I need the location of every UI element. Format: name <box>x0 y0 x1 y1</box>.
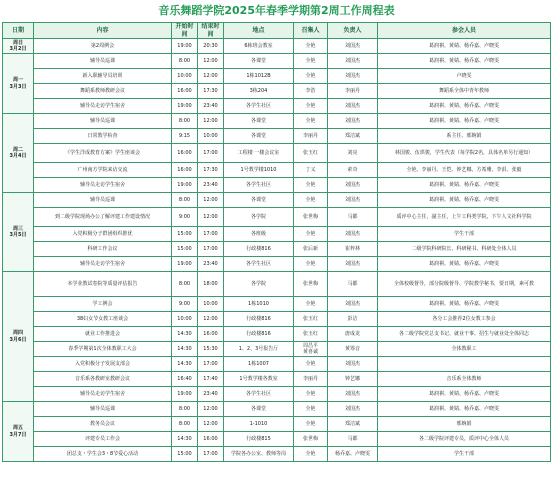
day-date: 周二 3月4日 <box>3 114 34 193</box>
attendees: 舞蹈系全体中青年教师 <box>378 84 551 99</box>
start-time: 16:00 <box>172 84 198 99</box>
person-in-charge: 刘国杰 <box>328 297 378 312</box>
convener: 张世梅 <box>294 208 328 227</box>
attendees: 各二级学院党总支书记、就业干事、招生与就业处全体同志 <box>378 327 551 342</box>
end-time: 17:00 <box>198 357 224 372</box>
table-row <box>3 227 551 242</box>
event-name: 辅导员巡课 <box>34 402 172 417</box>
start-time: 19:00 <box>172 99 198 114</box>
convener: 全艳 <box>294 39 328 54</box>
start-time: 9:15 <box>172 129 198 144</box>
person-in-charge: 刘国杰 <box>328 402 378 417</box>
person-in-charge: 刘国杰 <box>328 257 378 272</box>
attendees: 葛润祺、黄婧、杨乔嘉、卢晓雯 <box>378 39 551 54</box>
convener: 全艳 <box>294 297 328 312</box>
end-time: 12:00 <box>198 114 224 129</box>
end-time: 17:00 <box>198 227 224 242</box>
person-in-charge: 钟艺娜 <box>328 372 378 387</box>
start-time: 16:40 <box>172 372 198 387</box>
convener: 周昌平 黄喜诚 <box>294 342 328 357</box>
convener: 全艳 <box>294 402 328 417</box>
table-row <box>3 129 551 144</box>
attendees: 质评中心主任、副主任，上午工科类学院，下午人文社科学院 <box>378 208 551 227</box>
person-in-charge: 刘国杰 <box>328 227 378 242</box>
attendees: 系主任、邢婉娟 <box>378 129 551 144</box>
person-in-charge: 崔梓林 <box>328 242 378 257</box>
end-time: 10:00 <box>198 129 224 144</box>
location: 各学院 <box>224 272 294 297</box>
attendees: 葛润祺、黄婧、杨乔嘉、卢晓雯 <box>378 297 551 312</box>
convener: 张世梅 <box>294 272 328 297</box>
start-time: 15:00 <box>172 242 198 257</box>
event-name: 辅导员巡课 <box>34 54 172 69</box>
convener: 李丽丹 <box>294 372 328 387</box>
table-row <box>3 417 551 432</box>
attendees: 葛润祺、黄婧、杨乔嘉、卢晓雯 <box>378 387 551 402</box>
event-name: 日常教学检查 <box>34 129 172 144</box>
page-title: 音乐舞蹈学院2025年春季学期第2周工作周程表 <box>158 4 395 17</box>
start-time: 15:00 <box>172 227 198 242</box>
table-row <box>3 372 551 387</box>
end-time: 20:30 <box>198 39 224 54</box>
location: 各课堂 <box>224 402 294 417</box>
end-time: 17:40 <box>198 372 224 387</box>
event-name: 广州南方学院来访交流 <box>34 163 172 178</box>
start-time: 14:30 <box>172 357 198 372</box>
end-time: 17:30 <box>198 163 224 178</box>
end-time: 17:00 <box>198 144 224 163</box>
event-name: 科研工作会议 <box>34 242 172 257</box>
location: 1号教学楼1010 <box>224 163 294 178</box>
event-name: 辅导员走访学生宿舍 <box>34 387 172 402</box>
event-name: 教务员会议 <box>34 417 172 432</box>
start-time: 8:00 <box>172 193 198 208</box>
table-row <box>3 178 551 193</box>
table-row <box>3 387 551 402</box>
person-in-charge: 刘国杰 <box>328 114 378 129</box>
end-time: 16:00 <box>198 432 224 447</box>
person-in-charge: 索奇 <box>328 163 378 178</box>
convener: 全艳 <box>294 257 328 272</box>
location: 6栋班会教室 <box>224 39 294 54</box>
start-time: 19:00 <box>172 178 198 193</box>
end-time: 12:00 <box>198 208 224 227</box>
table-row <box>3 272 551 297</box>
convener: 全艳 <box>294 387 328 402</box>
attendees: 卢晓雯 <box>378 69 551 84</box>
person-in-charge: 杨乔嘉、卢晓雯 <box>328 447 378 462</box>
day-date: 周日 3月2日 <box>3 39 34 54</box>
person-in-charge: 刘国杰 <box>328 193 378 208</box>
attendees: 各二级学院评建专员，质评中心全体人员 <box>378 432 551 447</box>
location: 1栋1007 <box>224 357 294 372</box>
location: 各学生社区 <box>224 99 294 114</box>
event-name: 春季学期第1次全体教职工大会 <box>34 342 172 357</box>
table-row <box>3 84 551 99</box>
table-row <box>3 297 551 312</box>
location: 各课堂 <box>224 193 294 208</box>
convener: 全艳 <box>294 99 328 114</box>
start-time: 14:30 <box>172 327 198 342</box>
location: 行政楼816 <box>224 242 294 257</box>
start-time: 8:00 <box>172 402 198 417</box>
person-in-charge: 刘国杰 <box>328 357 378 372</box>
person-in-charge: 彭洁 <box>328 312 378 327</box>
table-row <box>3 208 551 227</box>
location: 行政楼816 <box>224 327 294 342</box>
attendees: 二级学院科研院长、科研秘书、科研处全体人员 <box>378 242 551 257</box>
header-row <box>3 23 551 39</box>
convener: 全艳 <box>294 227 328 242</box>
table-row <box>3 39 551 54</box>
convener: 张玉红 <box>294 327 328 342</box>
location: 各班级 <box>224 227 294 242</box>
end-time: 12:00 <box>198 193 224 208</box>
person-in-charge: 刘国杰 <box>328 54 378 69</box>
day-date: 周三 3月5日 <box>3 193 34 272</box>
header-person-in-charge: 负责人 <box>328 23 378 39</box>
person-in-charge: 马都 <box>328 432 378 447</box>
event-name: 第2周例会 <box>34 39 172 54</box>
event-name: 辅导员走访学生宿舍 <box>34 257 172 272</box>
person-in-charge: 刘国杰 <box>328 99 378 114</box>
attendees: 全体教职工 <box>378 342 551 357</box>
person-in-charge: 李丽丹 <box>328 84 378 99</box>
attendees: 学生干部 <box>378 447 551 462</box>
attendees: 葛润祺、黄婧、杨乔嘉、卢晓雯 <box>378 402 551 417</box>
location: 1-1010 <box>224 417 294 432</box>
attendees: 学生干部 <box>378 227 551 242</box>
location: 各课堂 <box>224 114 294 129</box>
person-in-charge: 唐成龙 <box>328 327 378 342</box>
end-time: 15:30 <box>198 342 224 357</box>
table-row <box>3 312 551 327</box>
person-in-charge: 郑洁斌 <box>328 129 378 144</box>
event-name: 入党积极分子发展支部会 <box>34 357 172 372</box>
attendees: 葛润祺、黄婧、杨乔嘉、卢晓雯 <box>378 193 551 208</box>
location: 行政楼816 <box>224 312 294 327</box>
person-in-charge: 马都 <box>328 208 378 227</box>
table-row <box>3 432 551 447</box>
event-name: 评建专员工作会 <box>34 432 172 447</box>
convener: 全艳 <box>294 417 328 432</box>
attendees: 葛润祺、黄婧、杨乔嘉、卢晓雯 <box>378 178 551 193</box>
end-time: 23:40 <box>198 99 224 114</box>
start-time: 10:00 <box>172 69 198 84</box>
event-name: 舞蹈系教师教研会议 <box>34 84 172 99</box>
attendees: 各分工会推荐2位女教工参会 <box>378 312 551 327</box>
event-name: 《学生洋成教育方案》学生座谈会 <box>34 144 172 163</box>
start-time: 19:00 <box>172 387 198 402</box>
day-date: 周一 3月3日 <box>3 54 34 114</box>
attendees: 葛润祺、黄婧、杨乔嘉、卢晓雯 <box>378 99 551 114</box>
header-attendees: 参会人员 <box>378 23 551 39</box>
table-row <box>3 193 551 208</box>
event-name: 辅导员巡课 <box>34 193 172 208</box>
start-time: 8:00 <box>172 417 198 432</box>
start-time: 9:00 <box>172 297 198 312</box>
start-time: 14:30 <box>172 342 198 357</box>
event-name: 新入职辅导员培训 <box>34 69 172 84</box>
location: 行政楼815 <box>224 432 294 447</box>
location: 各学生社区 <box>224 178 294 193</box>
attendees: 葛润祺、黄婧、杨乔嘉、卢晓雯 <box>378 54 551 69</box>
location: 1、2、3号报告厅 <box>224 342 294 357</box>
location: 各学生社区 <box>224 387 294 402</box>
event-name: 到二级学院现场办公了解评建工作建设情况 <box>34 208 172 227</box>
table-row <box>3 357 551 372</box>
end-time: 12:00 <box>198 312 224 327</box>
start-time: 19:00 <box>172 39 198 54</box>
location: 工程楼 一楼会议室 <box>224 144 294 163</box>
location: 学院各办公室、教师等岗 <box>224 447 294 462</box>
convener: 张玉红 <box>294 144 328 163</box>
convener: 李浩 <box>294 84 328 99</box>
end-time: 16:00 <box>198 327 224 342</box>
header-end-time: 结束时间 <box>198 23 224 39</box>
person-in-charge: 刘国杰 <box>328 69 378 84</box>
end-time: 12:00 <box>198 54 224 69</box>
location: 1栋1010 <box>224 297 294 312</box>
attendees: 全体校级督导，部分院级督导、学院教学秘书，要日期，素可教 <box>378 272 551 297</box>
convener: 全艳 <box>294 178 328 193</box>
location: 3栋204 <box>224 84 294 99</box>
end-time: 17:30 <box>198 84 224 99</box>
header-date: 日期 <box>3 23 34 39</box>
person-in-charge: 刘亮 <box>328 144 378 163</box>
end-time: 12:00 <box>198 69 224 84</box>
convener: 全艳 <box>294 447 328 462</box>
end-time: 12:00 <box>198 417 224 432</box>
person-in-charge: 刘国杰 <box>328 178 378 193</box>
attendees: 葛润祺、黄婧、杨乔嘉、卢晓雯 <box>378 114 551 129</box>
end-time: 18:00 <box>198 272 224 297</box>
start-time: 10:00 <box>172 312 198 327</box>
convener: 全艳 <box>294 193 328 208</box>
convener: 全艳 <box>294 54 328 69</box>
location: 1号教学楼各教室 <box>224 372 294 387</box>
end-time: 17:00 <box>198 447 224 462</box>
start-time: 19:00 <box>172 257 198 272</box>
convener: 张世梅 <box>294 432 328 447</box>
attendees: 葛润祺、黄婧、杨乔嘉、卢晓雯 <box>378 257 551 272</box>
start-time: 16:00 <box>172 163 198 178</box>
convener: 李丽丹 <box>294 129 328 144</box>
start-time: 14:30 <box>172 432 198 447</box>
location: 各课堂 <box>224 129 294 144</box>
table-row <box>3 327 551 342</box>
attendees: 全艳、李丽丹、王恺、钟艺娜、方希珊、李涓、张毅 <box>378 163 551 178</box>
person-in-charge: 刘国杰 <box>328 387 378 402</box>
start-time: 9:00 <box>172 208 198 227</box>
person-in-charge: 刘国杰 <box>328 39 378 54</box>
attendees <box>378 357 551 372</box>
person-in-charge: 马都 <box>328 272 378 297</box>
event-name: 辅导员巡课 <box>34 114 172 129</box>
table-row <box>3 447 551 462</box>
convener: 全艳 <box>294 114 328 129</box>
table-row <box>3 242 551 257</box>
table-row <box>3 69 551 84</box>
end-time: 23:40 <box>198 178 224 193</box>
day-date: 周五 3月7日 <box>3 402 34 462</box>
day-date: 周四 3月6日 <box>3 272 34 402</box>
convener: 张后新 <box>294 242 328 257</box>
location: 1栋1012B <box>224 69 294 84</box>
table-row <box>3 342 551 357</box>
table-row <box>3 99 551 114</box>
event-name: 辅导员走访学生宿舍 <box>34 99 172 114</box>
end-time: 12:00 <box>198 402 224 417</box>
table-row <box>3 54 551 69</box>
start-time: 8:00 <box>172 114 198 129</box>
convener: 张玉红 <box>294 312 328 327</box>
convener: 全艳 <box>294 357 328 372</box>
person-in-charge: 黄筹音 <box>328 342 378 357</box>
event-name: 辅导员走访学生宿舍 <box>34 178 172 193</box>
header-convener: 召集人 <box>294 23 328 39</box>
location: 各学院 <box>224 208 294 227</box>
location: 各课堂 <box>224 54 294 69</box>
table-row <box>3 163 551 178</box>
location: 各学生社区 <box>224 257 294 272</box>
convener: 全艳 <box>294 69 328 84</box>
table-row <box>3 114 551 129</box>
header-start-time: 开始时间 <box>172 23 198 39</box>
event-name: 团总支・学生会3・8节爱心活动 <box>34 447 172 462</box>
attendees: 林国骏、伍珙骏，学生代表（每学院2名，具体名单另行通知） <box>378 144 551 163</box>
start-time: 16:00 <box>172 144 198 163</box>
table-row <box>3 257 551 272</box>
person-in-charge: 郑洁斌 <box>328 417 378 432</box>
start-time: 8:00 <box>172 272 198 297</box>
end-time: 23:40 <box>198 257 224 272</box>
event-name: 学工例会 <box>34 297 172 312</box>
schedule-table <box>2 22 551 462</box>
header-content: 内容 <box>34 23 172 39</box>
event-name: 本学业教试卷院等质量评估报告 <box>34 272 172 297</box>
event-name: 音乐系各教研室教研会议 <box>34 372 172 387</box>
start-time: 15:00 <box>172 447 198 462</box>
event-name: 就业工作推进会 <box>34 327 172 342</box>
convener: 丁义 <box>294 163 328 178</box>
event-name: 入党积极分子群团组织推优 <box>34 227 172 242</box>
attendees: 音乐系全体教师 <box>378 372 551 387</box>
end-time: 17:00 <box>198 242 224 257</box>
header-location: 地点 <box>224 23 294 39</box>
table-row <box>3 402 551 417</box>
table-row <box>3 144 551 163</box>
attendees: 邢婉娟 <box>378 417 551 432</box>
event-name: 38妇女节女教工座谈会 <box>34 312 172 327</box>
start-time: 8:00 <box>172 54 198 69</box>
end-time: 23:40 <box>198 387 224 402</box>
end-time: 10:00 <box>198 297 224 312</box>
